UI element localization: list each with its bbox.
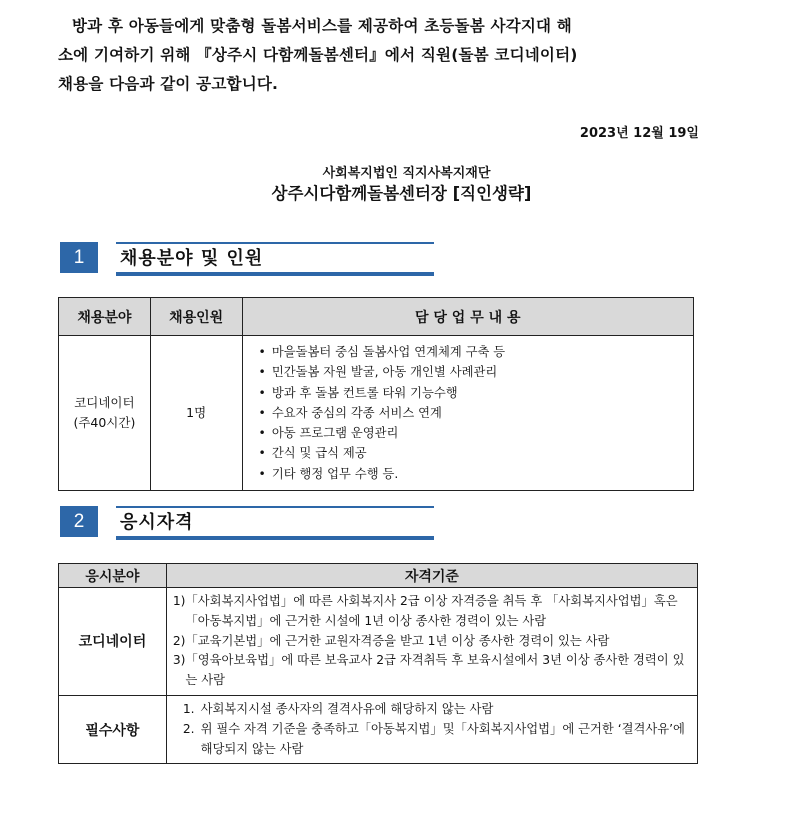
qualification-table (58, 563, 698, 764)
criteria-text: 「영육아보육법」에 따른 보육교사 2급 자격취득 후 보육시설에서 3년 이상 종사한 경력이 있는 사람 (185, 653, 685, 688)
required-item (183, 720, 691, 760)
criteria-number: 2) (172, 633, 186, 648)
list-item: • 기타 행정 업무 수행 등. (259, 464, 693, 484)
list-item: • 수요자 중심의 각종 서비스 연계 (259, 403, 693, 423)
field-cell (59, 336, 151, 491)
criteria-number: 3) (172, 653, 186, 668)
criteria-number: 1) (172, 594, 186, 608)
field-hours: (주40시간) (73, 415, 136, 431)
header-criteria: 자격기준 (166, 564, 697, 588)
required-number: 2. (182, 721, 195, 736)
section-underline (116, 272, 434, 276)
criteria-text: 「교육기본법」에 근거한 교원자격증을 받고 1년 이상 종사한 경력이 있는 사람 (185, 633, 610, 648)
count-cell: 1명 (150, 336, 242, 491)
section-header-qualifications (60, 506, 440, 542)
section-title: 응시자격 (120, 512, 194, 533)
list-item: • 방과 후 돌봄 컨트롤 타워 기능수행 (259, 383, 693, 403)
required-label-cell: 필수사항 (59, 695, 167, 763)
announcement-date: 2023년 12월 19일 (579, 126, 699, 141)
intro-line: 채용을 다음과 같이 공고합니다. (58, 75, 279, 93)
intro-line: 방과 후 아동들에게 맞춤형 돌봄서비스를 제공하여 초등돌봄 사각지대 해 (72, 17, 572, 35)
intro-paragraph (58, 12, 718, 99)
recruitment-table (58, 297, 694, 491)
section-header-recruitment (60, 242, 440, 278)
list-item: • 마을돌봄터 중심 돌봄사업 연계체계 구축 등 (259, 342, 693, 362)
section-title: 채용분야 및 인원 (120, 248, 264, 269)
required-text: 사회복지시설 종사자의 결격사유에 해당하지 않는 사람 (200, 701, 494, 716)
field-name: 코디네이터 (74, 395, 135, 411)
section-number: 1 (60, 242, 98, 273)
section-underline (116, 536, 434, 540)
apply-field-cell: 코디네이터 (59, 588, 167, 696)
center-director: 상주시다함께돌봄센터장 [직인생략] (271, 184, 532, 203)
foundation-name: 사회복지법인 직지사복지재단 (322, 166, 491, 181)
list-item: • 간식 및 급식 제공 (259, 443, 693, 463)
required-item (183, 700, 691, 720)
criteria-item (173, 651, 691, 691)
intro-line: 소에 기여하기 위해 『상주시 다함께돌봄센터』에서 직원(돌봄 코디네이터) (58, 46, 578, 64)
duties-cell (242, 336, 693, 491)
header-field: 채용분야 (59, 298, 151, 336)
criteria-cell (166, 588, 697, 696)
duties-list (243, 336, 693, 490)
header-count: 채용인원 (150, 298, 242, 336)
criteria-item (173, 592, 691, 632)
required-cell (166, 695, 697, 763)
criteria-text: 「사회복지사업법」에 따른 사회복지사 2급 이상 자격증을 취득 후 「사회복지사업법」혹은「아동복지법」에 근거한 시설에 1년 이상 종사한 경력이 있는 사람 (185, 594, 678, 628)
section-number: 2 (60, 506, 98, 537)
required-number: 1. (182, 701, 195, 716)
list-item: • 민간돌봄 자원 발굴, 아동 개인별 사례관리 (259, 362, 693, 382)
required-text: 위 필수 자격 기준을 충족하고「아동복지법」및「사회복지사업법」에 근거한 ‘결격사유’에 해당되지 않는 사람 (200, 721, 685, 756)
criteria-item (173, 632, 691, 652)
header-duties: 담 당 업 무 내 용 (242, 298, 693, 336)
list-item: • 아동 프로그램 운영관리 (259, 423, 693, 443)
header-apply-field: 응시분야 (59, 564, 167, 588)
